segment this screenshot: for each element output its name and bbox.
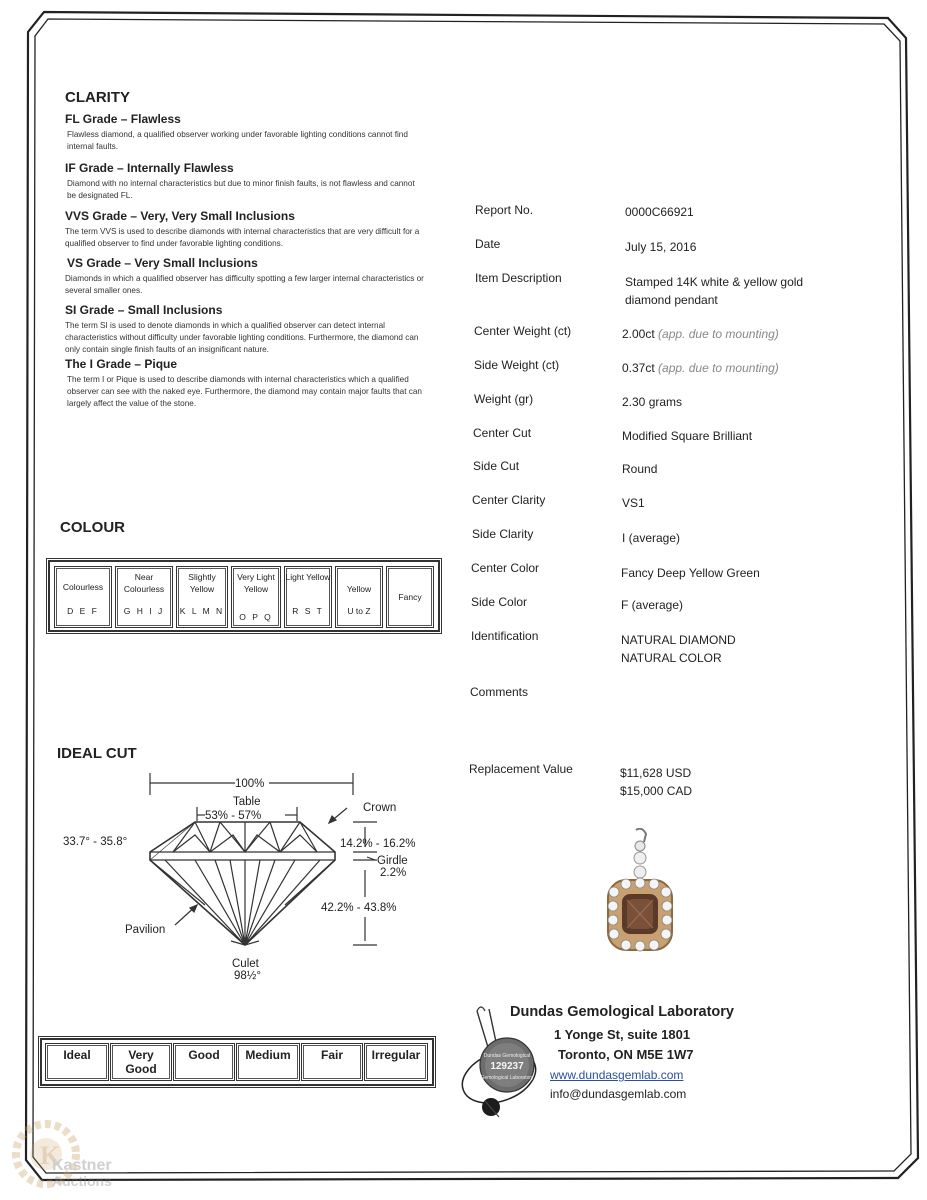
- identification-label: Identification: [471, 629, 539, 643]
- ideal-cut-heading: IDEAL CUT: [57, 745, 137, 762]
- colour-cell-colourless: [54, 566, 112, 628]
- colour-cell-name: Near Colourless: [123, 572, 165, 594]
- clarity-grade-list: [65, 112, 425, 410]
- item-description-line1: Stamped 14K white & yellow gold: [625, 275, 804, 289]
- cut-grade-label: Good: [188, 1048, 220, 1062]
- diagram-label-culet: Culet: [232, 958, 259, 970]
- weight-label: Weight (gr): [474, 392, 534, 406]
- colour-cell-slightly-yellow: [176, 566, 228, 628]
- center-cut-value: Modified Square Brilliant: [622, 429, 753, 443]
- item-description-label: Item Description: [475, 271, 562, 285]
- colour-cell-near-colourless: [115, 566, 173, 628]
- lab-website-link[interactable]: www.dundasgemlab.com: [550, 1068, 684, 1082]
- clarity-heading: CLARITY: [65, 89, 130, 106]
- diagram-label-girdle-pct: 2.2%: [380, 867, 407, 879]
- report-no-label: Report No.: [475, 203, 534, 217]
- grade-title: FL Grade – Flawless: [65, 112, 181, 126]
- cut-grade-label: Irregular: [371, 1048, 421, 1062]
- colour-cell-letters: U to Z: [347, 606, 371, 616]
- grade-description: The term I or Pique is used to describe diamonds with internal characteristics which a qualified observer can see with the naked eye. Furthermore, the diamond may contain major faults that can largely affect the value of the stone.: [67, 375, 422, 408]
- cut-grade-medium: [236, 1043, 300, 1081]
- diagram-label-crown-angle: 33.7° - 35.8°: [63, 836, 128, 848]
- diagram-label-crown: Crown: [363, 802, 397, 814]
- lab-seal-hologram: [455, 1005, 555, 1130]
- diamond-cut-diagram: [55, 765, 445, 985]
- colour-scale-table: [48, 560, 440, 632]
- colour-cell-letters: G H I J: [123, 606, 165, 616]
- grade-description: The term SI is used to denote diamonds in which a qualified observer can detect internal characteristics without difficulty under favorable lighting conditions. Furthermore, the diamond can only contain single finish faults of an insignificant nature.: [65, 321, 419, 354]
- side-color-value: F (average): [621, 598, 684, 612]
- grade-title: SI Grade – Small Inclusions: [65, 303, 223, 317]
- side-cut-label: Side Cut: [473, 459, 520, 473]
- colour-cell-name: Colourless: [62, 582, 104, 592]
- cut-grade-label: Fair: [320, 1048, 343, 1062]
- seal-number: 129237: [490, 1061, 524, 1072]
- lab-email: info@dundasgemlab.com: [550, 1087, 687, 1101]
- side-weight-label: Side Weight (ct): [474, 358, 560, 372]
- center-cut-label: Center Cut: [473, 426, 532, 440]
- diagram-label-table-pct: 53% - 57%: [205, 810, 262, 822]
- colour-cell-fancy: [386, 566, 434, 628]
- grade-description: Diamonds in which a qualified observer has difficulty spotting a few larger internal characteristics or several smaller ones.: [65, 274, 424, 295]
- svg-text:K: K: [40, 1141, 61, 1170]
- seal-text-bottom: Gemological Laboratory: [480, 1075, 534, 1081]
- colour-heading: COLOUR: [60, 519, 125, 536]
- grade-title: The I Grade – Pique: [65, 357, 178, 371]
- lab-name: Dundas Gemological Laboratory: [510, 1004, 734, 1020]
- identification-line1: NATURAL DIAMOND: [621, 633, 736, 647]
- colour-cell-letters: D E F: [67, 606, 99, 616]
- pendant-photo: [598, 828, 680, 960]
- center-color-value: Fancy Deep Yellow Green: [621, 566, 760, 580]
- cut-grade-label: Ideal: [63, 1048, 91, 1062]
- auction-watermark-logo: [10, 1110, 140, 1194]
- item-description-line2: diamond pendant: [625, 293, 718, 307]
- colour-cell-letters: O P Q: [239, 612, 273, 622]
- report-no-value: 0000C66921: [625, 205, 694, 219]
- center-weight-value: [622, 325, 779, 343]
- diagram-label-crown-height: 14.2% - 16.2%: [340, 838, 416, 850]
- grade-si: [65, 303, 425, 357]
- center-weight-amount: 2.00ct: [622, 327, 655, 341]
- side-clarity-label: Side Clarity: [472, 527, 534, 541]
- side-weight-note: (app. due to mounting): [658, 361, 779, 375]
- replacement-value: [620, 764, 692, 800]
- diagram-label-width: 100%: [235, 778, 265, 790]
- grade-description: Diamond with no internal characteristics but due to minor finish faults, is not flawless and cannot be designated FL.: [67, 179, 415, 200]
- side-color-label: Side Color: [471, 595, 528, 609]
- side-weight-value: [622, 359, 779, 377]
- colour-cell-letters: R S T: [292, 606, 324, 616]
- lab-address-line1: 1 Yonge St, suite 1801: [554, 1027, 691, 1042]
- date-value: July 15, 2016: [625, 240, 697, 254]
- cut-grade-label: Very Good: [125, 1048, 157, 1076]
- diagram-label-pavilion: Pavilion: [125, 924, 166, 936]
- item-description-value: [625, 273, 803, 309]
- replacement-value-label: Replacement Value: [469, 762, 573, 776]
- watermark-text1: Kastner: [52, 1157, 112, 1174]
- colour-cell-name: Light Yellow: [285, 572, 331, 582]
- center-color-label: Center Color: [471, 561, 540, 575]
- colour-cell-name: Fancy: [398, 592, 422, 602]
- cut-grade-ideal: [45, 1043, 109, 1081]
- identification-line2: NATURAL COLOR: [621, 651, 722, 665]
- seal-text-top: Dundas Gemological: [483, 1053, 531, 1059]
- side-weight-amount: 0.37ct: [622, 361, 655, 375]
- replacement-cad: $15,000 CAD: [620, 784, 693, 798]
- side-clarity-value: I (average): [622, 531, 681, 545]
- cut-grade-scale: [40, 1038, 434, 1086]
- grade-vvs: [65, 209, 425, 256]
- diagram-label-table: Table: [233, 796, 261, 808]
- diagram-label-pavilion-depth: 42.2% - 43.8%: [321, 902, 397, 914]
- grade-fl: [65, 112, 425, 161]
- colour-cell-very-light-yellow: [231, 566, 281, 628]
- replacement-usd: $11,628 USD: [620, 766, 692, 780]
- grade-title: VS Grade – Very Small Inclusions: [67, 256, 258, 270]
- lab-address-line2: Toronto, ON M5E 1W7: [558, 1047, 694, 1062]
- colour-cell-name: Very Light Yellow: [237, 572, 275, 594]
- side-cut-value: Round: [622, 462, 658, 476]
- center-clarity-label: Center Clarity: [472, 493, 546, 507]
- cut-grade-irregular: [364, 1043, 428, 1081]
- grade-i: [65, 357, 425, 410]
- center-weight-note: (app. due to mounting): [658, 327, 779, 341]
- colour-cell-letters: K L M N: [179, 606, 225, 616]
- identification-value: [621, 631, 736, 667]
- grade-title: IF Grade – Internally Flawless: [65, 161, 234, 175]
- diagram-label-girdle: Girdle: [377, 855, 408, 867]
- cut-grade-good: [173, 1043, 235, 1081]
- grade-description: The term VVS is used to describe diamonds with internal characteristics that are very difficult for a qualified observer to find under favorable lighting conditions.: [65, 227, 420, 248]
- date-label: Date: [475, 237, 501, 251]
- grade-title: VVS Grade – Very, Very Small Inclusions: [65, 209, 295, 223]
- colour-cell-name: Slightly Yellow: [188, 572, 216, 594]
- comments-label: Comments: [470, 685, 529, 699]
- diagram-label-culet-angle: 98½°: [234, 970, 261, 982]
- colour-cell-yellow: [335, 566, 383, 628]
- grade-if: [65, 161, 425, 209]
- weight-value: 2.30 grams: [622, 395, 683, 409]
- cut-grade-fair: [301, 1043, 363, 1081]
- center-clarity-value: VS1: [622, 496, 645, 510]
- grade-description: Flawless diamond, a qualified observer working under favorable lighting conditions cannot find internal faults.: [67, 130, 408, 151]
- cut-grade-very-good: [110, 1043, 172, 1081]
- watermark-text2: Auctions: [52, 1173, 112, 1189]
- cut-grade-label: Medium: [245, 1048, 291, 1062]
- colour-cell-light-yellow: [284, 566, 332, 628]
- colour-cell-name: Yellow: [346, 584, 372, 594]
- center-weight-label: Center Weight (ct): [474, 324, 572, 338]
- grade-vs: [65, 256, 425, 303]
